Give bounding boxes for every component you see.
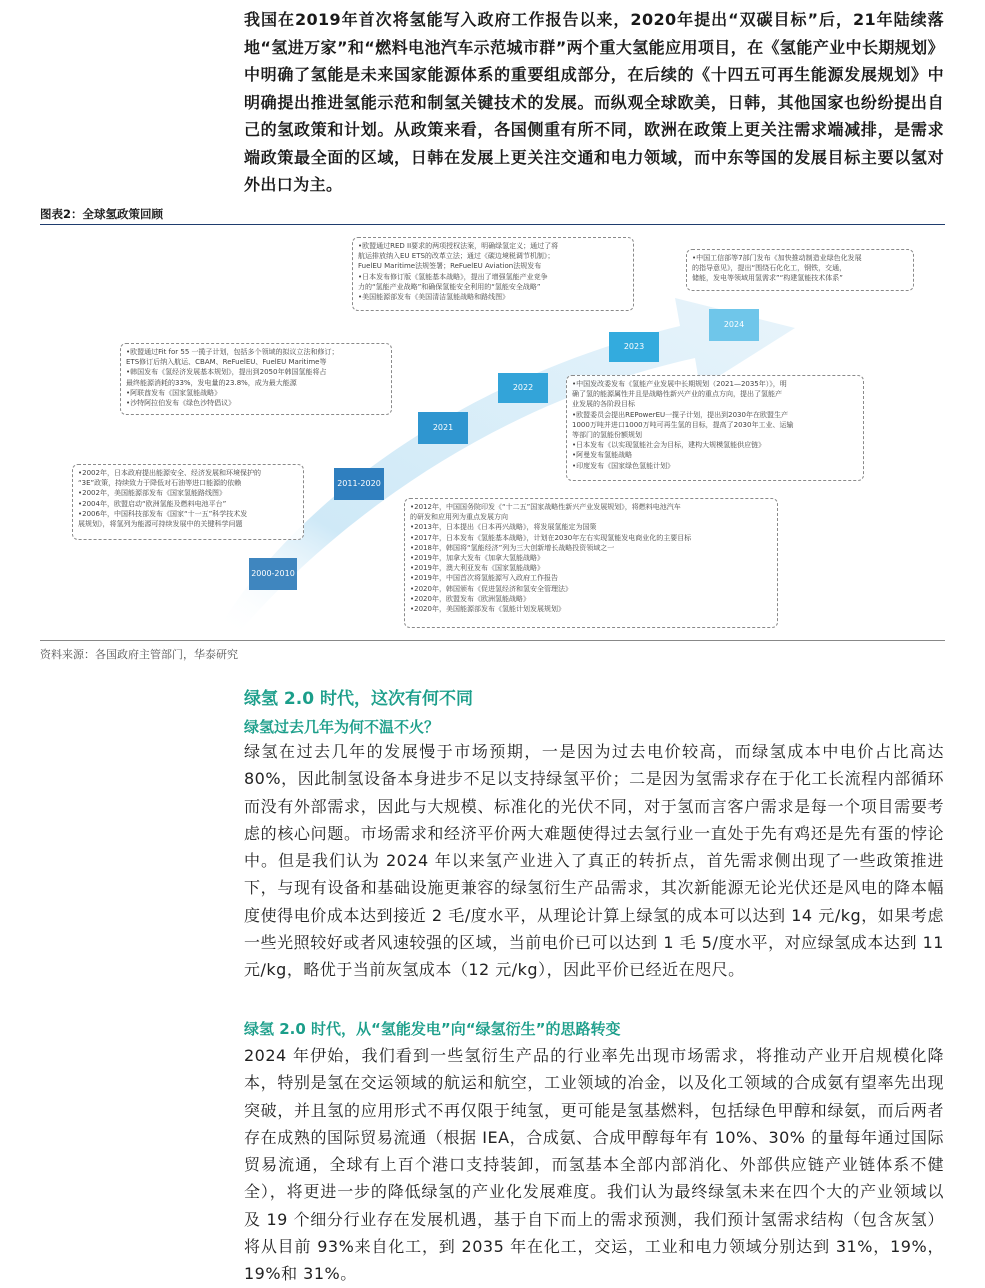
year-box-2000-2010: 2000-2010 [249, 558, 297, 590]
paragraph-1: 绿氢在过去几年的发展慢于市场预期，一是因为过去电价较高，而绿氢成本中电价占比高达 80%，因此制氢设备本身进步不足以支持绿氢平价；二是因为氢需求存在于化工长流程内部循环而没有外部需求，因此与大规模、标准化的光伏不同，对于氢而言客户需求是每一个项目需要考虑的核心问题。市场需求和经济平价两大难题使得过去氢行业一直处于先有鸡还是先有蛋的悖论中。但是我们认为 2024 年以来氢产业进入了真正的转折点，首先需求侧出现了一些政策推进下，与现有设备和基础设施更兼容的绿氢衍生产品需求，其次新能源无论光伏还是风电的降本幅度使得电价成本达到接近 2 毛/度水平，从理论计算上绿氢的成本可以达到 14 元/kg，如果考虑一些光照较好或者风速较强的区域，当前电价已可以达到 1 毛 5/度水平，对应绿氢成本达到 11 元/kg，略优于当前灰氢成本（12 元/kg），因此平价已经近在咫尺。 [244, 742, 944, 980]
year-box-2011-2020: 2011-2020 [334, 468, 384, 500]
subheading-1: 绿氢过去几年为何不温不火？ [244, 718, 440, 736]
note-2000-2010: •2002年，日本政府提出能源安全、经济发展和环境保护的 “3E”政策，持续致力于降低对石油等进口能源的依赖 •2002年，美国能源部发布《国家氢能路线图》 •2004年，欧盟启动“欧洲氢能及燃料电池平台” •2006年，中国科技部发布《国家“十一五”科学技术发 展规划》，将氢列为能源可持续发展中的关键科学问题 [72, 464, 304, 540]
figure-top-rule [40, 224, 945, 225]
figure-source: 资料来源：各国政府主管部门，华泰研究 [40, 648, 238, 661]
intro-paragraph: 我国在2019年首次将氢能写入政府工作报告以来，2020年提出“双碳目标”后，21年陆续落地“氢进万家”和“燃料电池汽车示范城市群”两个重大氢能应用项目，在《氢能产业中长期规划》中明确了氢能是未来国家能源体系的重要组成部分，在后续的《十四五可再生能源发展规划》中明确提出推进氢能示范和制氢关键技术的发展。而纵观全球欧美，日韩，其他国家也纷纷提出自己的氢政策和计划。从政策来看，各国侧重有所不同，欧洲在政策上更关注需求端减排，是需求端政策最全面的区域，日韩在发展上更关注交通和电力领域，而中东等国的发展目标主要以氢对外出口为主。 [244, 10, 944, 194]
note-2023: •欧盟通过RED II要求的两项授权法案，明确绿氢定义；通过了将 航运排放纳入EU ETS的改革立法；通过《碳边境税调节机制》； FuelEU Maritime法规签署；ReFuelEU Aviation法规发布 •日本发布修订版《氢能基本战略》，提出了增强氢能产业竞争 力的“氢能产业战略”和确保氢能安全利用的“氢能安全战略” •美国能源部发布《美国清洁氢能战略和路线图》 [352, 237, 634, 311]
year-box-2023: 2023 [609, 332, 659, 362]
note-2011-2020: •2012年，中国国务院印发《“十二五”国家战略性新兴产业发展规划》，将燃料电池汽车 的研发和应用列为重点发展方向 •2013年，日本提出《日本再兴战略》，将发展氢能定为国策 •2017年，日本发布《氢能基本战略》，计划在2030年左右实现氢能发电商业化的主要目标 •2018年，韩国将“氢能经济”列为三大创新增长战略投资领域之一 •2019年，加拿大发布《加拿大氢能战略》 •2019年，澳大利亚发布《国家氢能战略》 •2019年，中国首次将氢能源写入政府工作报告 •2020年，韩国颁布《促进氢经济和氢安全管理法》 •2020年，欧盟发布《欧洲氢能战略》 •2020年，美国能源部发布《氢能计划发展规划》 [404, 498, 778, 628]
subheading-2: 绿氢 2.0 时代，从“氢能发电”向“绿氢衍生”的思路转变 [244, 1020, 621, 1038]
year-box-2024: 2024 [709, 309, 759, 341]
note-2021: •欧盟通过Fit for 55 一揽子计划，包括多个领域的拟议立法和修订； ETS修订后纳入航运、CBAM、ReFuelEU、FuelEU Maritime等 •韩国发布《氢经济发展基本规划》，提出到2050年韩国氢能将占 最终能源消耗的33%，发电量的23.8%，成为最大能源 •阿联酋发布《国家氢能战略》 •沙特阿拉伯发布《绿色沙特倡议》 [120, 343, 392, 415]
note-2022: •中国发改委发布《氢能产业发展中长期规划（2021—2035年）》，明 确了氢的能源属性并且是战略性新兴产业的重点方向，提出了氢能产 业发展的各阶段目标 •欧盟委员会提出REPowerEU一揽子计划，提出到2030年在欧盟生产 1000万吨并进口1000万吨可再生氢的目标，提高了2030年工业、运输 等部门的氢能份额规划 •日本发布《以实现氢能社会为目标，建构大规模氢能供应链》 •阿曼发布氢能战略 •印度发布《国家绿色氢能计划》 [566, 375, 864, 481]
section-heading: 绿氢 2.0 时代，这次有何不同 [244, 689, 473, 709]
figure-title: 图表2：全球氢政策回顾 [40, 207, 164, 221]
year-box-2022: 2022 [498, 373, 548, 403]
figure-bottom-rule [40, 640, 945, 641]
paragraph-2: 2024 年伊始，我们看到一些氢衍生产品的行业率先出现市场需求，将推动产业开启规模化降本，特别是氢在交运领域的航运和航空，工业领域的冶金，以及化工领域的合成氨有望率先出现突破，并且氢的应用形式不再仅限于纯氢，更可能是氢基燃料，包括绿色甲醇和绿氨，而后两者存在成熟的国际贸易流通（根据 IEA，合成氨、合成甲醇每年有 10%、30% 的量每年通过国际贸易流通，全球有上百个港口支持装卸，而氢基本全部内部消化、外部供应链产业链体系不健全），将更进一步的降低绿氢的产业化发展难度。我们认为最终绿氢未来在四个大的产业领域以及 19 个细分行业存在发展机遇，基于自下而上的需求预测，我们预计氢需求结构（包含灰氢）将从目前 93%来自化工，到 2035 年在化工，交运，工业和电力领域分别达到 31%，19%，19%和 31%。 [244, 1046, 944, 1284]
year-box-2021: 2021 [418, 412, 468, 444]
note-2024: •中国工信部等7部门发布《加快推动制造业绿色化发展 的指导意见》，提出“围绕石化化工，钢铁，交通， 储能，发电等领域用氢需求”“构建氢能技术体系” [686, 249, 914, 291]
